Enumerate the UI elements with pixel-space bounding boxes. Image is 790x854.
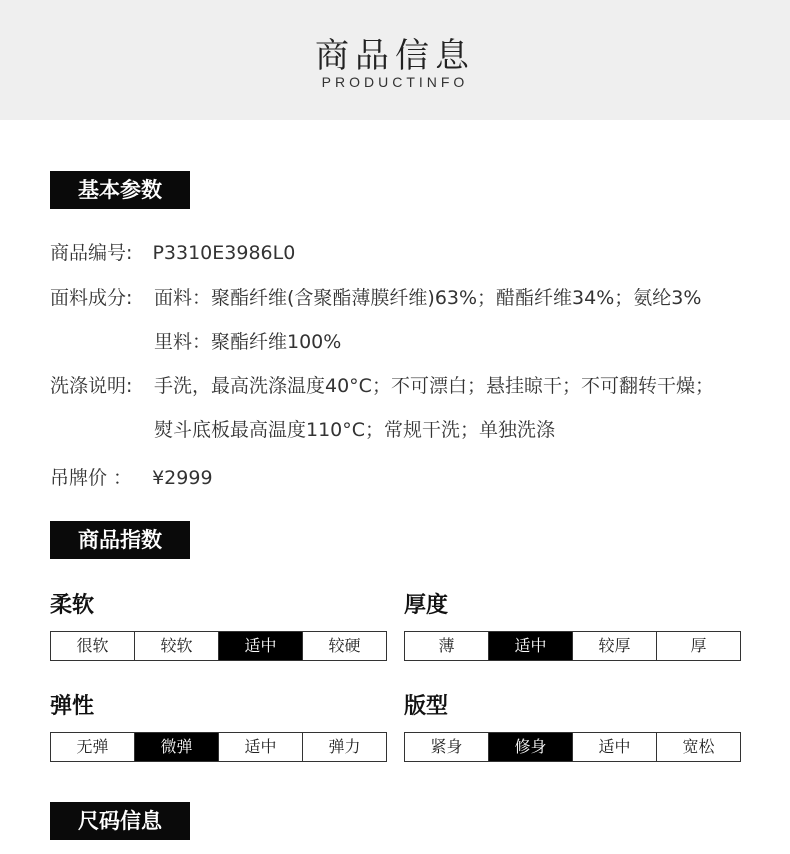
thickness-option: 较厚 bbox=[573, 632, 657, 660]
fit-option: 修身 bbox=[489, 733, 573, 761]
index-title-softness: 柔软 bbox=[50, 593, 95, 618]
softness-option: 较软 bbox=[135, 632, 219, 660]
index-title-elasticity: 弹性 bbox=[50, 694, 95, 719]
index-title-thickness: 厚度 bbox=[404, 593, 449, 618]
fit-option: 紧身 bbox=[405, 733, 489, 761]
fit-option: 宽松 bbox=[682, 737, 715, 756]
thickness-option: 厚 bbox=[690, 636, 707, 655]
page-subtitle: PRODUCTINFO bbox=[321, 74, 469, 90]
page-title: 商品信息 bbox=[315, 36, 475, 76]
price-label: 吊牌价 ： bbox=[50, 467, 133, 489]
wash-line-1: 手洗，最高洗涤温度40°C；不可漂白；悬挂晾干；不可翻转干燥； bbox=[154, 375, 714, 397]
price-row bbox=[50, 463, 213, 490]
elasticity-option: 微弹 bbox=[135, 733, 219, 761]
product-code-row bbox=[50, 238, 295, 265]
page-header bbox=[0, 0, 790, 120]
product-code-value: P3310E3986L0 bbox=[152, 242, 296, 264]
section-size-info: 尺码信息 bbox=[50, 802, 190, 840]
softness-option: 较硬 bbox=[328, 636, 361, 655]
wash-row bbox=[50, 371, 132, 398]
fabric-lining: 里料：聚酯纤维100% bbox=[154, 331, 342, 353]
thickness-option: 薄 bbox=[405, 632, 489, 660]
thickness-option: 适中 bbox=[489, 632, 573, 660]
section-basic-params: 基本参数 bbox=[50, 171, 190, 209]
elasticity-scale bbox=[50, 732, 387, 762]
wash-label: 洗涤说明: bbox=[50, 375, 133, 397]
wash-line-2: 熨斗底板最高温度110°C；常规干洗；单独洗涤 bbox=[154, 419, 556, 441]
softness-option: 很软 bbox=[51, 632, 135, 660]
fabric-label: 面料成分: bbox=[50, 287, 133, 309]
product-code-label: 商品编号: bbox=[50, 242, 133, 264]
price-value: ¥2999 bbox=[152, 467, 213, 489]
thickness-scale bbox=[404, 631, 741, 661]
softness-scale bbox=[50, 631, 387, 661]
elasticity-option: 适中 bbox=[219, 733, 303, 761]
elasticity-option: 无弹 bbox=[51, 733, 135, 761]
fit-option: 适中 bbox=[573, 733, 657, 761]
fabric-outer: 面料：聚酯纤维(含聚酯薄膜纤维)63%；醋酯纤维34%；氨纶3% bbox=[154, 287, 702, 309]
elasticity-option: 弹力 bbox=[328, 737, 361, 756]
fabric-row bbox=[50, 283, 132, 310]
index-title-fit: 版型 bbox=[404, 694, 449, 719]
softness-option: 适中 bbox=[219, 632, 303, 660]
section-product-index: 商品指数 bbox=[50, 521, 190, 559]
fit-scale bbox=[404, 732, 741, 762]
